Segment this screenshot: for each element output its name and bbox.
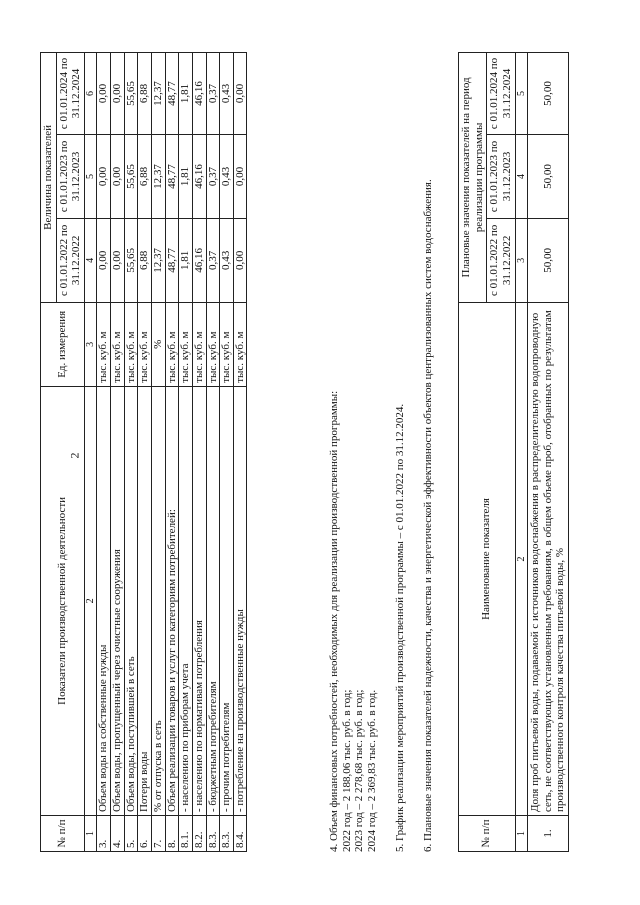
row-value-2023: 1,81: [179, 134, 193, 218]
column-index: 5: [84, 134, 97, 218]
row-value-2022: 0,00: [233, 218, 247, 302]
col-planned-group-header: Плановые значения показателей на период реализации программы: [459, 53, 487, 303]
row-value-2022: 1,81: [179, 218, 193, 302]
table-row: [528, 53, 569, 852]
row-value-2024: 0,00: [97, 53, 111, 135]
row-value-2022: 6,88: [138, 218, 152, 302]
table-header-row: [41, 53, 57, 852]
col-period-2024-header: с 01.01.2024 по 31.12.2024: [487, 53, 515, 135]
row-value-2022: 48,77: [165, 218, 179, 302]
table-row: [220, 53, 234, 852]
row-value-2023: 0,37: [206, 134, 220, 218]
row-value-2024: 0,00: [111, 53, 125, 135]
row-value-2023: 0,43: [220, 134, 234, 218]
production-indicators-table: [40, 52, 247, 852]
row-name: - потребление на производственные нужды: [233, 386, 247, 815]
row-name: Доля проб питьевой воды, подаваемой с источников водоснабжения в распределительную водопроводную сеть, не соответствующих установленным требованиям, в общем объеме проб, отобранных по результатам производственного контроля качества питьевой воды, %: [528, 302, 569, 815]
column-index: 5: [515, 53, 528, 135]
col-num-header: № п/п: [459, 816, 516, 852]
table-row: [124, 53, 138, 852]
row-number: 5.: [124, 816, 138, 852]
row-unit: тыс. куб. м: [192, 302, 206, 386]
row-value-2024: 0,00: [233, 53, 247, 135]
row-value-2024: 1,81: [179, 53, 193, 135]
table-row: [97, 53, 111, 852]
row-value-2024: 0,37: [206, 53, 220, 135]
table-row: [138, 53, 152, 852]
row-value-2023: 6,88: [138, 134, 152, 218]
row-value-2022: 55,65: [124, 218, 138, 302]
row-value-2024: 0,43: [220, 53, 234, 135]
row-unit: тыс. куб. м: [233, 302, 247, 386]
column-index: 1: [515, 816, 528, 852]
row-number: 1.: [528, 816, 569, 852]
col-name-header: Наименование показателя: [459, 302, 516, 815]
table-row: [179, 53, 193, 852]
row-unit: тыс. куб. м: [97, 302, 111, 386]
column-index: 2: [84, 386, 97, 815]
row-name: Потери воды: [138, 386, 152, 815]
row-name: Объем воды на собственные нужды: [97, 386, 111, 815]
row-unit: тыс. куб. м: [111, 302, 125, 386]
col-period-2022-header: с 01.01.2022 по 31.12.2022: [56, 218, 84, 302]
col-period-2024-header: с 01.01.2024 по 31.12.2024: [56, 53, 84, 135]
column-index: 3: [515, 218, 528, 302]
row-value-2022: 50,00: [528, 218, 569, 302]
rotated-page-content: [40, 52, 600, 852]
financial-needs-section: [328, 52, 379, 852]
row-value-2024: 55,65: [124, 53, 138, 135]
row-name: - прочим потребителям: [220, 386, 234, 815]
row-unit: тыс. куб. м: [179, 302, 193, 386]
col-indicator-header: Показатели производственной деятельности: [41, 386, 85, 815]
row-name: Объем реализации товаров и услуг по категориям потребителей:: [165, 386, 179, 815]
column-index: 3: [84, 302, 97, 386]
row-value-2024: 6,88: [138, 53, 152, 135]
row-name: - населению по нормативам потребления: [192, 386, 206, 815]
column-index: 2: [515, 302, 528, 815]
row-name: - бюджетным потребителям: [206, 386, 220, 815]
row-unit: тыс. куб. м: [124, 302, 138, 386]
row-number: 8.: [165, 816, 179, 852]
row-number: 4.: [111, 816, 125, 852]
row-value-2023: 48,77: [165, 134, 179, 218]
row-value-2023: 46,16: [192, 134, 206, 218]
column-index: 1: [84, 816, 97, 852]
page-number: 2: [67, 452, 82, 459]
row-value-2022: 0,37: [206, 218, 220, 302]
table-row: [111, 53, 125, 852]
col-period-2022-header: с 01.01.2022 по 31.12.2022: [487, 218, 515, 302]
col-unit-header: Ед. измерения: [41, 302, 85, 386]
column-index-row: [84, 53, 97, 852]
table-row: [206, 53, 220, 852]
row-value-2024: 46,16: [192, 53, 206, 135]
row-number: 8.3.: [206, 816, 220, 852]
table-row: [151, 53, 165, 852]
table-row: [192, 53, 206, 852]
row-value-2023: 50,00: [528, 134, 569, 218]
row-unit: тыс. куб. м: [138, 302, 152, 386]
col-period-2023-header: с 01.01.2023 по 31.12.2023: [487, 134, 515, 218]
planned-indicators-table: [458, 52, 569, 852]
financial-needs-line: 2023 год – 2 278,68 тыс. руб. в год;: [353, 689, 366, 852]
row-number: 8.3.: [220, 816, 234, 852]
row-value-2024: 48,77: [165, 53, 179, 135]
schedule-section: 5. График реализации мероприятий производственной программы – с 01.01.2022 по 31.12.2024.: [394, 403, 406, 852]
financial-needs-line: 2022 год – 2 188,06 тыс. руб. в год;: [340, 689, 353, 852]
row-number: 8.1.: [179, 816, 193, 852]
row-number: 8.4.: [233, 816, 247, 852]
row-value-2022: 12,37: [151, 218, 165, 302]
column-index: 4: [515, 134, 528, 218]
column-index-row: [515, 53, 528, 852]
row-value-2023: 12,37: [151, 134, 165, 218]
table-row: [233, 53, 247, 852]
row-unit: %: [151, 302, 165, 386]
row-value-2022: 46,16: [192, 218, 206, 302]
row-value-2023: 55,65: [124, 134, 138, 218]
row-value-2023: 0,00: [233, 134, 247, 218]
col-num-header: № п/п: [41, 816, 85, 852]
row-number: 8.2.: [192, 816, 206, 852]
row-name: Объем воды, пропущенный через очистные сооружения: [111, 386, 125, 815]
column-index: 6: [84, 53, 97, 135]
financial-needs-line: 2024 год – 2 369,83 тыс. руб. в год.: [365, 689, 378, 852]
row-value-2022: 0,43: [220, 218, 234, 302]
planned-indicators-heading: 6. Плановые значения показателей надежности, качества и энергетической эффективности объектов централизованных систем водоснабжения.: [422, 179, 434, 852]
row-unit: тыс. куб. м: [165, 302, 179, 386]
financial-needs-heading: 4. Объем финансовых потребностей, необходимых для реализации производственной программы:: [328, 390, 340, 852]
row-name: - населению по приборам учета: [179, 386, 193, 815]
row-value-2024: 12,37: [151, 53, 165, 135]
row-value-2023: 0,00: [111, 134, 125, 218]
row-value-2022: 0,00: [97, 218, 111, 302]
row-unit: тыс. куб. м: [220, 302, 234, 386]
column-index: 4: [84, 218, 97, 302]
row-name: % от отпуска в сеть: [151, 386, 165, 815]
row-number: 7.: [151, 816, 165, 852]
col-period-2023-header: с 01.01.2023 по 31.12.2023: [56, 134, 84, 218]
row-value-2023: 0,00: [97, 134, 111, 218]
row-number: 6.: [138, 816, 152, 852]
row-number: 3.: [97, 816, 111, 852]
row-unit: тыс. куб. м: [206, 302, 220, 386]
row-name: Объем воды, поступившей в сеть: [124, 386, 138, 815]
row-value-2022: 0,00: [111, 218, 125, 302]
col-values-group-header: Величина показателей: [41, 53, 57, 303]
row-value-2024: 50,00: [528, 53, 569, 135]
table-header-row: [459, 53, 487, 852]
table-row: [165, 53, 179, 852]
